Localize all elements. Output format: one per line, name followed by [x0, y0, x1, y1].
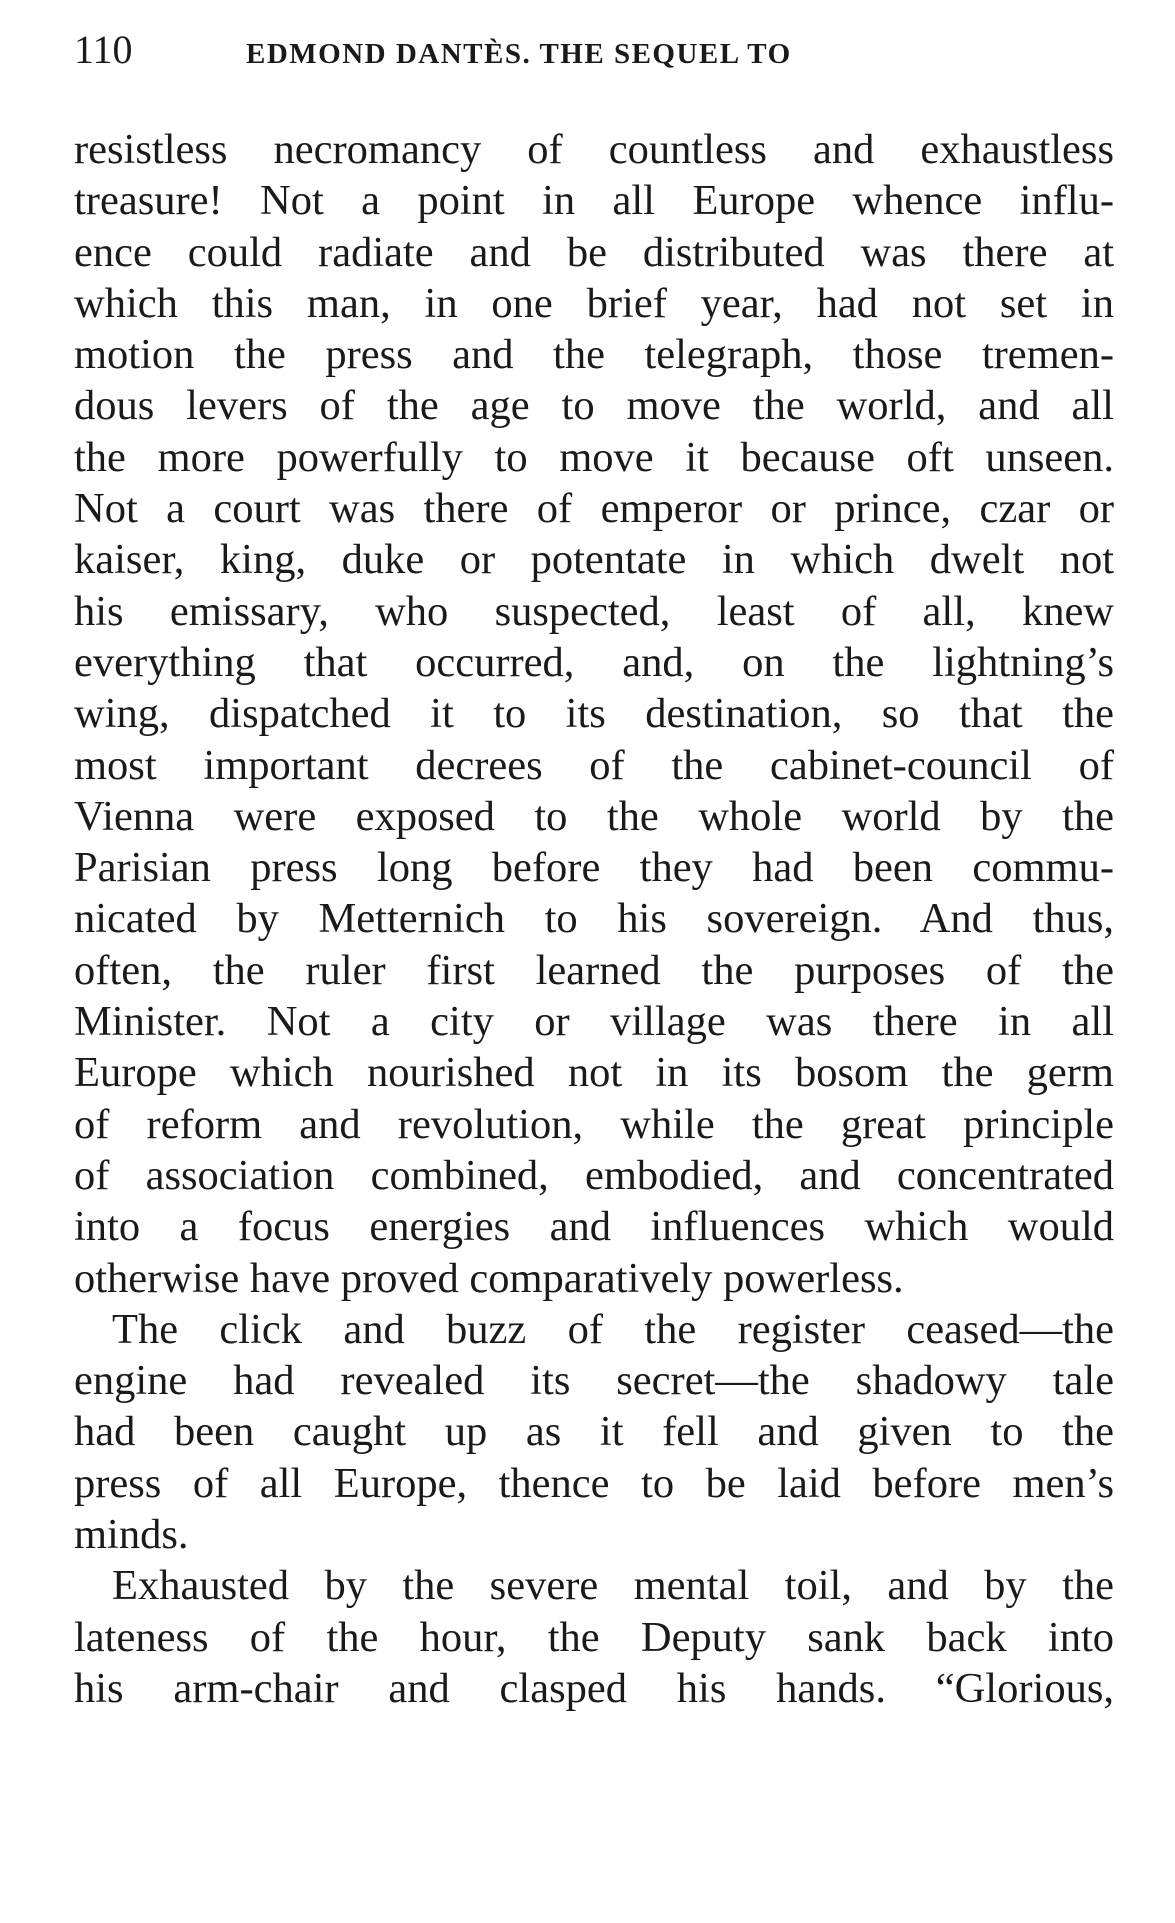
text-line: of reform and revolution, while the great principle [74, 1100, 1114, 1148]
text-line: nicated by Metternich to his sovereign. And thus, [74, 895, 1114, 943]
page-header [74, 22, 1114, 78]
running-head: EDMOND DANTÈS. THE SEQUEL TO [246, 38, 792, 70]
paragraph-start-line: Exhausted by the severe mental toil, and by the [112, 1562, 1114, 1610]
text-line: wing, dispatched it to its destination, so that the [74, 690, 1114, 738]
text-line: everything that occurred, and, on the lightning’s [74, 638, 1114, 686]
text-line: the more powerfully to move it because oft unseen. [74, 433, 1114, 481]
text-line: of association combined, embodied, and concentrated [74, 1151, 1114, 1199]
text-line: ence could radiate and be distributed was there at [74, 228, 1114, 276]
text-line: treasure! Not a point in all Europe whence influ- [74, 177, 1114, 225]
text-line: Minister. Not a city or village was there in all [74, 998, 1114, 1046]
text-line: engine had revealed its secret—the shadowy tale [74, 1357, 1114, 1405]
text-line: Not a court was there of emperor or prince, czar or [74, 485, 1114, 533]
text-line: which this man, in one brief year, had not set in [74, 279, 1114, 327]
text-line: resistless necromancy of countless and exhaustless [74, 126, 1114, 173]
text-line: most important decrees of the cabinet-council of [74, 741, 1114, 789]
text-line: his emissary, who suspected, least of all, knew [74, 587, 1114, 635]
text-line: Parisian press long before they had been commu- [74, 844, 1114, 892]
text-line: into a focus energies and influences which would [74, 1203, 1114, 1251]
text-line: otherwise have proved comparatively powerless. [74, 1254, 904, 1302]
text-line: kaiser, king, duke or potentate in which dwelt not [74, 536, 1114, 584]
text-line: minds. [74, 1511, 189, 1559]
body-text [74, 124, 1114, 1714]
text-line: Vienna were exposed to the whole world by the [74, 792, 1114, 840]
text-line: Europe which nourished not in its bosom the germ [74, 1049, 1114, 1097]
paragraph-start-line: The click and buzz of the register ceased—the [112, 1305, 1114, 1353]
text-line: had been caught up as it fell and given to the [74, 1408, 1114, 1456]
text-line: motion the press and the telegraph, those tremen- [74, 331, 1114, 379]
text-line: lateness of the hour, the Deputy sank back into [74, 1613, 1114, 1661]
text-line: dous levers of the age to move the world, and all [74, 382, 1114, 430]
text-line: press of all Europe, thence to be laid before men’s [74, 1459, 1114, 1507]
text-line: his arm-chair and clasped his hands. “Glorious, [74, 1664, 1114, 1712]
text-line: often, the ruler first learned the purposes of the [74, 946, 1114, 994]
page-number: 110 [74, 27, 133, 72]
